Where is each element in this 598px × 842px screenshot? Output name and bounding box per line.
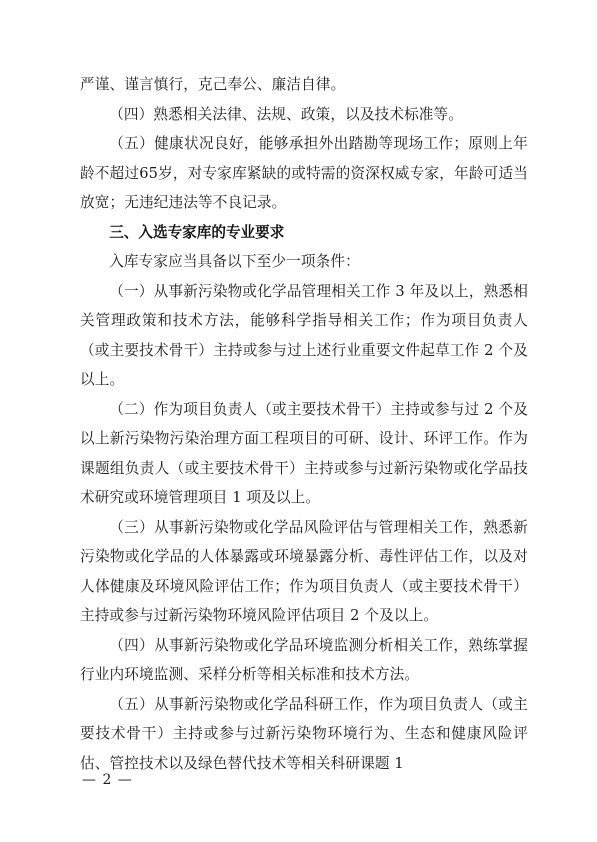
paragraph-condition-4: （四）从事新污染物或化学品环境监测分析相关工作，熟练掌握行业内环境监测、采样分析等相关标准和技术方法。 bbox=[80, 636, 528, 683]
paragraph-condition-1: （一）从事新污染物或化学品管理相关工作 3 年及以上，熟悉相关管理政策和技术方法，能够科学指导相关工作；作为项目负责人（或主要技术骨干）主持或参与过上述行业重要文件起草工作 2 个及以上。 bbox=[80, 282, 528, 388]
paragraph-requirement-5: （五）健康状况良好，能够承担外出踏勘等现场工作；原则上年龄不超过65岁，对专家库紧缺的或特需的资深权威专家，年龄可适当放宽；无违纪违法等不良记录。 bbox=[80, 135, 528, 211]
paragraph-intro: 入库专家应当具备以下至少一项条件： bbox=[109, 253, 360, 270]
paragraph-condition-2: （二）作为项目负责人（或主要技术骨干）主持或参与过 2 个及以上新污染物污染治理方面工程项目的可研、设计、环评工作。作为课题组负责人（或主要技术骨干）主持或参与过新污染物或化学品技术研究或环境管理项目 1 项及以上。 bbox=[80, 400, 528, 506]
paragraph-condition-5: （五）从事新污染物或化学品科研工作，作为项目负责人（或主要技术骨干）主持或参与过新污染物环境行为、生态和健康风险评估、管控技术以及绿色替代技术等相关科研课题 1 bbox=[80, 695, 528, 772]
paragraph-condition-3: （三）从事新污染物或化学品风险评估与管理相关工作，熟悉新污染物或化学品的人体暴露或环境暴露分析、毒性评估工作，以及对人体健康及环境风险评估工作；作为项目负责人（或主要技术骨干）主持或参与过新污染物环境风险评估项目 2 个及以上。 bbox=[80, 518, 528, 624]
document-body bbox=[80, 70, 528, 778]
section-heading: 三、入选专家库的专业要求 bbox=[109, 223, 285, 241]
paragraph-integrity: 严谨、谨言慎行，克己奉公、廉洁自律。 bbox=[80, 76, 346, 93]
paragraph-requirement-4: （四）熟悉相关法律、法规、政策，以及技术标准等。 bbox=[109, 105, 464, 123]
page-number: — 2 — bbox=[82, 772, 133, 788]
